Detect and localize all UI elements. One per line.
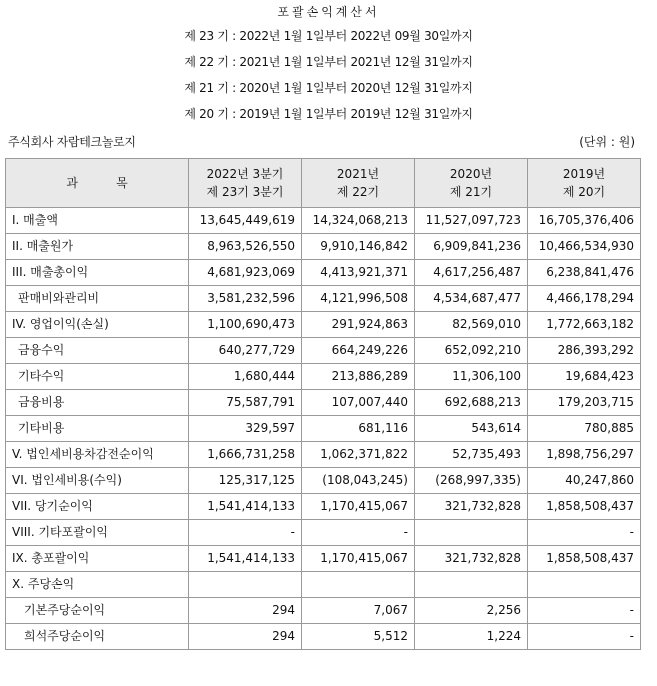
row-value: 10,466,534,930 [528, 234, 641, 260]
unit-label: (단위 : 원) [579, 135, 635, 149]
row-value: 3,581,232,596 [189, 286, 302, 312]
period-line-23: 제 23 기 : 2022년 1월 1일부터 2022년 09월 30일까지 [184, 29, 473, 43]
row-value: 640,277,729 [189, 338, 302, 364]
row-value: 1,898,756,297 [528, 442, 641, 468]
row-label: 금융수익 [6, 338, 189, 364]
table-row [6, 442, 641, 468]
row-value: 1,541,414,133 [189, 546, 302, 572]
row-value: 1,858,508,437 [528, 494, 641, 520]
row-label: 판매비와관리비 [6, 286, 189, 312]
row-value [415, 572, 528, 598]
header-col-2021 [302, 159, 415, 208]
period-line-20: 제 20 기 : 2019년 1월 1일부터 2019년 12월 31일까지 [184, 107, 473, 121]
row-value: 1,062,371,822 [302, 442, 415, 468]
row-value: 2,256 [415, 598, 528, 624]
header-col-2022q3 [189, 159, 302, 208]
header-col-year: 2020년 [449, 167, 493, 181]
row-value: - [302, 520, 415, 546]
row-value [528, 572, 641, 598]
header-col-term: 제 22기 [336, 185, 380, 199]
table-row [6, 338, 641, 364]
row-label: VI. 법인세비용(수익) [6, 468, 189, 494]
row-value: 4,466,178,294 [528, 286, 641, 312]
table-row [6, 416, 641, 442]
row-label: IX. 총포괄이익 [6, 546, 189, 572]
row-value: 1,680,444 [189, 364, 302, 390]
row-label: 기타수익 [6, 364, 189, 390]
row-value: 294 [189, 598, 302, 624]
row-value: 5,512 [302, 624, 415, 650]
row-value: 107,007,440 [302, 390, 415, 416]
row-value: 75,587,791 [189, 390, 302, 416]
header-col-2019 [528, 159, 641, 208]
row-value: 321,732,828 [415, 494, 528, 520]
table-body [6, 208, 641, 650]
table-row [6, 572, 641, 598]
row-value: - [189, 520, 302, 546]
income-statement-table [5, 158, 641, 650]
table-row [6, 312, 641, 338]
row-label: VII. 당기순이익 [6, 494, 189, 520]
row-value: 1,170,415,067 [302, 494, 415, 520]
header-col-term: 제 20기 [562, 185, 606, 199]
row-value [302, 572, 415, 598]
row-value: 321,732,828 [415, 546, 528, 572]
row-label: V. 법인세비용차감전순이익 [6, 442, 189, 468]
row-value: 1,541,414,133 [189, 494, 302, 520]
row-value: - [528, 624, 641, 650]
row-value: 286,393,292 [528, 338, 641, 364]
header-col-2020 [415, 159, 528, 208]
row-value: 664,249,226 [302, 338, 415, 364]
period-line-22: 제 22 기 : 2021년 1월 1일부터 2021년 12월 31일까지 [184, 55, 473, 69]
table-row [6, 208, 641, 234]
row-value: 19,684,423 [528, 364, 641, 390]
row-value: 329,597 [189, 416, 302, 442]
row-value: 780,885 [528, 416, 641, 442]
row-value: 543,614 [415, 416, 528, 442]
row-value: 40,247,860 [528, 468, 641, 494]
table-row [6, 468, 641, 494]
row-value: 13,645,449,619 [189, 208, 302, 234]
header-item: 과 목 [6, 159, 189, 208]
row-value: 1,666,731,258 [189, 442, 302, 468]
row-label: IV. 영업이익(손실) [6, 312, 189, 338]
row-value: 7,067 [302, 598, 415, 624]
row-value: (108,043,245) [302, 468, 415, 494]
row-label: 기본주당순이익 [6, 598, 189, 624]
row-value: 14,324,068,213 [302, 208, 415, 234]
row-value: 291,924,863 [302, 312, 415, 338]
row-value: 179,203,715 [528, 390, 641, 416]
row-value: 681,116 [302, 416, 415, 442]
table-row [6, 234, 641, 260]
row-value: (268,997,335) [415, 468, 528, 494]
header-col-term: 제 23기 3분기 [206, 185, 284, 199]
row-value: 4,121,996,508 [302, 286, 415, 312]
row-label: X. 주당손익 [6, 572, 189, 598]
row-value: 9,910,146,842 [302, 234, 415, 260]
row-value: 6,238,841,476 [528, 260, 641, 286]
table-row [6, 260, 641, 286]
period-line-21: 제 21 기 : 2020년 1월 1일부터 2020년 12월 31일까지 [184, 81, 473, 95]
row-value: - [528, 598, 641, 624]
table-row [6, 598, 641, 624]
row-value: 4,617,256,487 [415, 260, 528, 286]
row-value: 4,413,921,371 [302, 260, 415, 286]
row-label: 기타비용 [6, 416, 189, 442]
table-row [6, 286, 641, 312]
row-value [415, 520, 528, 546]
row-value: 82,569,010 [415, 312, 528, 338]
row-value: 1,772,663,182 [528, 312, 641, 338]
row-value: 16,705,376,406 [528, 208, 641, 234]
header-col-year: 2021년 [336, 167, 380, 181]
row-label: 금융비용 [6, 390, 189, 416]
row-value: 8,963,526,550 [189, 234, 302, 260]
row-value: 1,858,508,437 [528, 546, 641, 572]
row-value: 652,092,210 [415, 338, 528, 364]
row-value: 1,224 [415, 624, 528, 650]
table-header-row [6, 159, 641, 208]
row-value: 1,100,690,473 [189, 312, 302, 338]
row-value: 1,170,415,067 [302, 546, 415, 572]
row-label: 희석주당순이익 [6, 624, 189, 650]
row-value [189, 572, 302, 598]
row-value: - [528, 520, 641, 546]
row-value: 6,909,841,236 [415, 234, 528, 260]
row-label: II. 매출원가 [6, 234, 189, 260]
table-row [6, 546, 641, 572]
statement-title: 포괄손익계산서 [277, 5, 380, 19]
table-row [6, 624, 641, 650]
row-label: I. 매출액 [6, 208, 189, 234]
row-value: 52,735,493 [415, 442, 528, 468]
header-col-term: 제 21기 [449, 185, 493, 199]
row-label: III. 매출총이익 [6, 260, 189, 286]
company-name: 주식회사 자람테크놀로지 [8, 135, 136, 149]
row-label: VIII. 기타포괄이익 [6, 520, 189, 546]
row-value: 4,681,923,069 [189, 260, 302, 286]
row-value: 4,534,687,477 [415, 286, 528, 312]
row-value: 11,306,100 [415, 364, 528, 390]
row-value: 692,688,213 [415, 390, 528, 416]
header-col-year: 2019년 [562, 167, 606, 181]
row-value: 125,317,125 [189, 468, 302, 494]
row-value: 11,527,097,723 [415, 208, 528, 234]
row-value: 213,886,289 [302, 364, 415, 390]
table-row [6, 390, 641, 416]
table-row [6, 364, 641, 390]
table-row [6, 494, 641, 520]
header-col-year: 2022년 3분기 [206, 167, 284, 181]
table-row [6, 520, 641, 546]
row-value: 294 [189, 624, 302, 650]
